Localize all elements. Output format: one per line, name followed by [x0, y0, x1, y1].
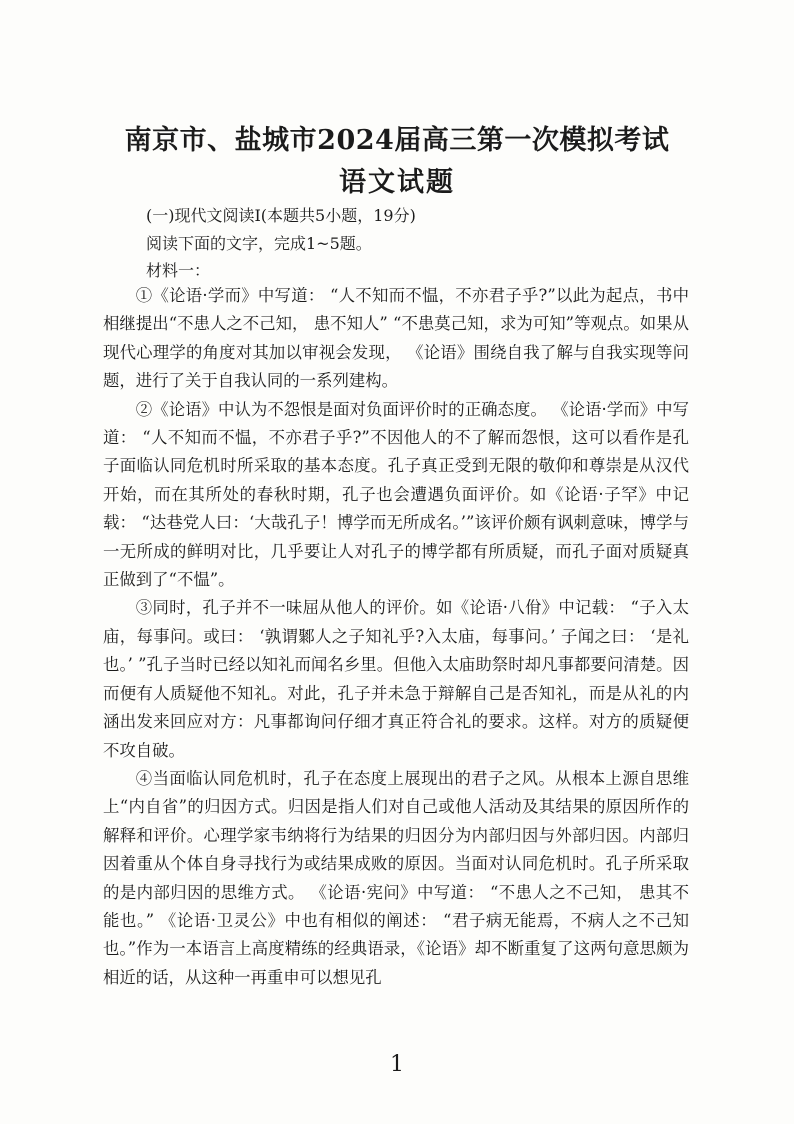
paragraph-1: ①《论语·学而》中写道： “人不知而不愠，不亦君子乎?”以此为起点，书中相继提出“不患人之不己知， 患不知人” “不患莫己知，求为可知”等观点。如果从现代心理学的角度对其加以审视会发现， 《论语》围绕自我了解与自我实现等问题，进行了关于自我认同的一系列建构。: [103, 286, 689, 391]
exam-subtitle: 语文试题: [339, 167, 455, 198]
article-body: [103, 282, 689, 992]
page-number: 1: [390, 1052, 404, 1077]
section-heading: (一)现代文阅读Ⅰ(本题共5小题，19分): [146, 206, 416, 225]
paragraph-3: ③同时，孔子并不一味屈从他人的评价。如《论语·八佾》中记载： “子入太庙，每事问。或曰： ‘孰谓鄹人之子知礼乎?入太庙，每事问。’ 子闻之曰： ‘是礼也。’ ”孔子当时已经以知礼而闻名乡里。但他入太庙助祭时却凡事都要问清楚。因而便有人质疑他不知礼。对此，孔子并未急于辩解自己是否知礼，而是从礼的内涵出发来回应对方：凡事都询问仔细才真正符合礼的要求。这样。对方的质疑便不攻自破。: [103, 598, 689, 760]
material-label: 材料一：: [146, 261, 211, 280]
paragraph-2: ②《论语》中认为不怨恨是面对负面评价时的正确态度。 《论语·学而》中写道： “人不知而不愠，不亦君子乎?”不因他人的不了解而怨恨，这可以看作是孔子面临认同危机时所采取的基本态度。孔子真正受到无限的敬仰和尊崇是从汉代开始，而在其所处的春秋时期，孔子也会遭遇负面评价。如《论语·子罕》中记载： “达巷党人曰：‘大哉孔子！博学而无所成名。’”该评价颇有讽刺意味，博学与一无所成的鲜明对比，几乎要让人对孔子的博学都有所质疑，而孔子面对质疑真正做到了“不愠”。: [103, 399, 689, 590]
exam-title: 南京市、盐城市2024届高三第一次模拟考试: [124, 125, 670, 156]
paragraph-4: ④当面临认同危机时，孔子在态度上展现出的君子之风。从根本上源自思维上“内自省”的归因方式。归因是指人们对自己或他人活动及其结果的原因所作的解释和评价。心理学家韦纳将行为结果的归因分为内部归因与外部归因。内部归因着重从个体自身寻找行为或结果成败的原因。当面对认同危机时。孔子所采取的是内部归因的思维方式。 《论语·宪问》中写道： “不患人之不己知， 患其不能也。” 《论语·卫灵公》中也有相似的阐述： “君子病无能焉，不病人之不己知也。”作为一本语言上高度精练的经典语录，《论语》却不断重复了这两句意思颇为相近的话，从这种一再重申可以想见孔: [103, 768, 689, 987]
reading-instruction: 阅读下面的文字，完成1~5题。: [146, 234, 372, 253]
